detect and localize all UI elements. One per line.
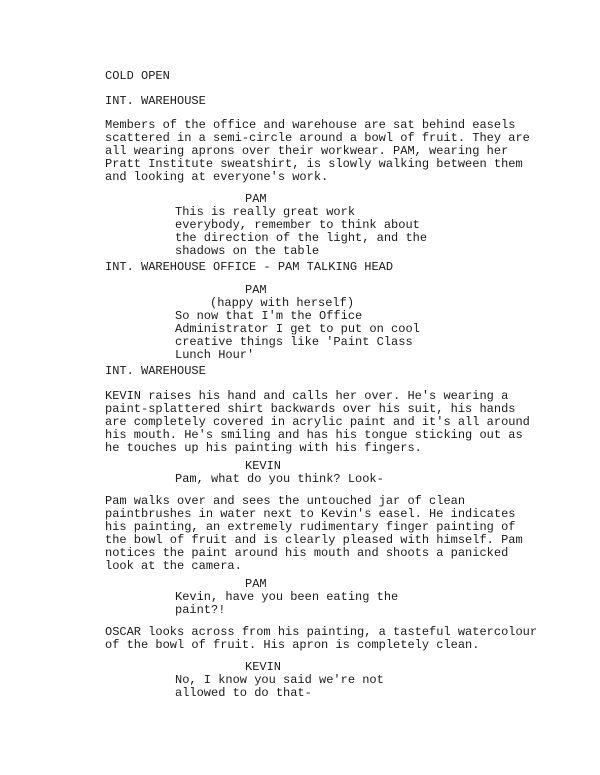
action-line: are completely covered in acrylic paint and it's all around bbox=[105, 415, 530, 429]
dialogue-line: creative things like 'Paint Class bbox=[175, 335, 413, 349]
action-line: notices the paint around his mouth and shoots a panicked bbox=[105, 546, 509, 560]
character-name: PAM bbox=[245, 192, 267, 206]
action-line: Pratt Institute sweatshirt, is slowly walking between them bbox=[105, 157, 523, 171]
action-line: of the bowl of fruit. His apron is completely clean. bbox=[105, 638, 480, 652]
dialogue-line: No, I know you said we're not bbox=[175, 673, 384, 687]
action-line: OSCAR looks across from his painting, a tasteful watercolour bbox=[105, 625, 538, 639]
dialogue-line: everybody, remember to think about bbox=[175, 218, 420, 232]
action-line: he touches up his painting with his fingers. bbox=[105, 441, 422, 455]
dialogue-line: So now that I'm the Office bbox=[175, 309, 363, 323]
action-line: look at the camera. bbox=[105, 559, 242, 573]
dialogue-line: paint?! bbox=[175, 603, 226, 617]
parenthetical: (happy with herself) bbox=[210, 296, 355, 310]
scene-heading: INT. WAREHOUSE bbox=[105, 94, 206, 108]
dialogue-line: Pam, what do you think? Look- bbox=[175, 472, 384, 486]
action-line: paintbrushes in water next to Kevin's easel. He indicates bbox=[105, 507, 516, 521]
scene-heading: INT. WAREHOUSE bbox=[105, 364, 206, 378]
character-name: KEVIN bbox=[245, 459, 282, 473]
dialogue-line: shadows on the table bbox=[175, 244, 320, 258]
action-line: scattered in a semi-circle around a bowl of fruit. They are bbox=[105, 131, 530, 145]
dialogue-line: Lunch Hour' bbox=[175, 348, 255, 362]
action-line: all wearing aprons over their workwear. PAM, wearing her bbox=[105, 144, 509, 158]
action-line: KEVIN raises his hand and calls her over. He's wearing a bbox=[105, 389, 509, 403]
character-name: KEVIN bbox=[245, 660, 282, 674]
action-line: paint-splattered shirt backwards over his suit, his hands bbox=[105, 402, 516, 416]
action-line: Members of the office and warehouse are sat behind easels bbox=[105, 118, 516, 132]
dialogue-line: allowed to do that- bbox=[175, 686, 312, 700]
dialogue-line: Administrator I get to put on cool bbox=[175, 322, 420, 336]
scene-heading: INT. WAREHOUSE OFFICE - PAM TALKING HEAD bbox=[105, 260, 394, 274]
dialogue-line: the direction of the light, and the bbox=[175, 231, 428, 245]
action-line: Pam walks over and sees the untouched jar of clean bbox=[105, 494, 466, 508]
dialogue-line: This is really great work bbox=[175, 205, 356, 219]
character-name: PAM bbox=[245, 577, 267, 591]
dialogue-line: Kevin, have you been eating the bbox=[175, 590, 399, 604]
action-line: the bowl of fruit and is clearly pleased with himself. Pam bbox=[105, 533, 523, 547]
action-line: his mouth. He's smiling and has his tongue sticking out as bbox=[105, 428, 523, 442]
action-line: his painting, an extremely rudimentary finger painting of bbox=[105, 520, 516, 534]
cold-open-heading: COLD OPEN bbox=[105, 69, 170, 83]
character-name: PAM bbox=[245, 283, 267, 297]
action-line: and looking at everyone's work. bbox=[105, 170, 329, 184]
